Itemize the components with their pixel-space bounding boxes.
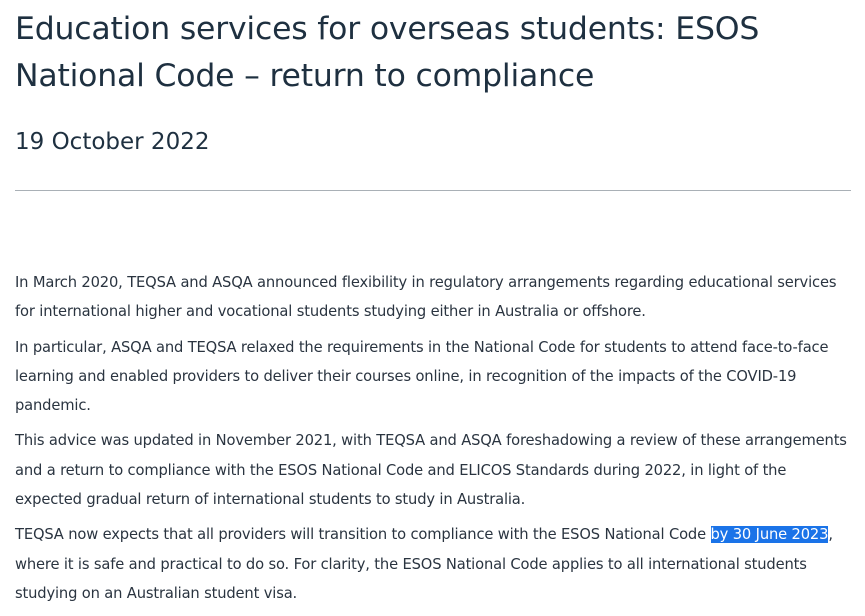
paragraph-3: This advice was updated in November 2021, with TEQSA and ASQA foreshadowing a review of these arrangements and a return to compliance with the ESOS National Code and ELICOS Standards during 2022, in light of the expected gradual return of international students to study in Australia. [15, 432, 847, 509]
paragraph-2: In particular, ASQA and TEQSA relaxed the requirements in the National Code for students to attend face-to-face learning and enabled providers to deliver their courses online, in recognition of the impacts of the COVID-19 pandemic. [15, 338, 829, 415]
publish-date: 19 October 2022 [15, 129, 210, 155]
article-body [15, 268, 855, 614]
paragraph-4-text-before: TEQSA now expects that all providers will transition to compliance with the ESOS National Code [15, 526, 711, 544]
page-title: Education services for overseas students: ESOS National Code – return to compliance [15, 11, 760, 94]
paragraph-1: In March 2020, TEQSA and ASQA announced flexibility in regulatory arrangements regarding educational services for international higher and vocational students studying either in Australia or offshore. [15, 274, 837, 321]
paragraph-4 [15, 520, 855, 608]
article [15, 0, 855, 602]
selected-text-highlight[interactable]: by 30 June 2023 [710, 526, 829, 544]
paragraph-4-text-after: , where it is safe and practical to do so. For clarity, the ESOS National Code applies to all international students studying on an Australian student visa. [15, 526, 833, 602]
divider [15, 190, 851, 191]
